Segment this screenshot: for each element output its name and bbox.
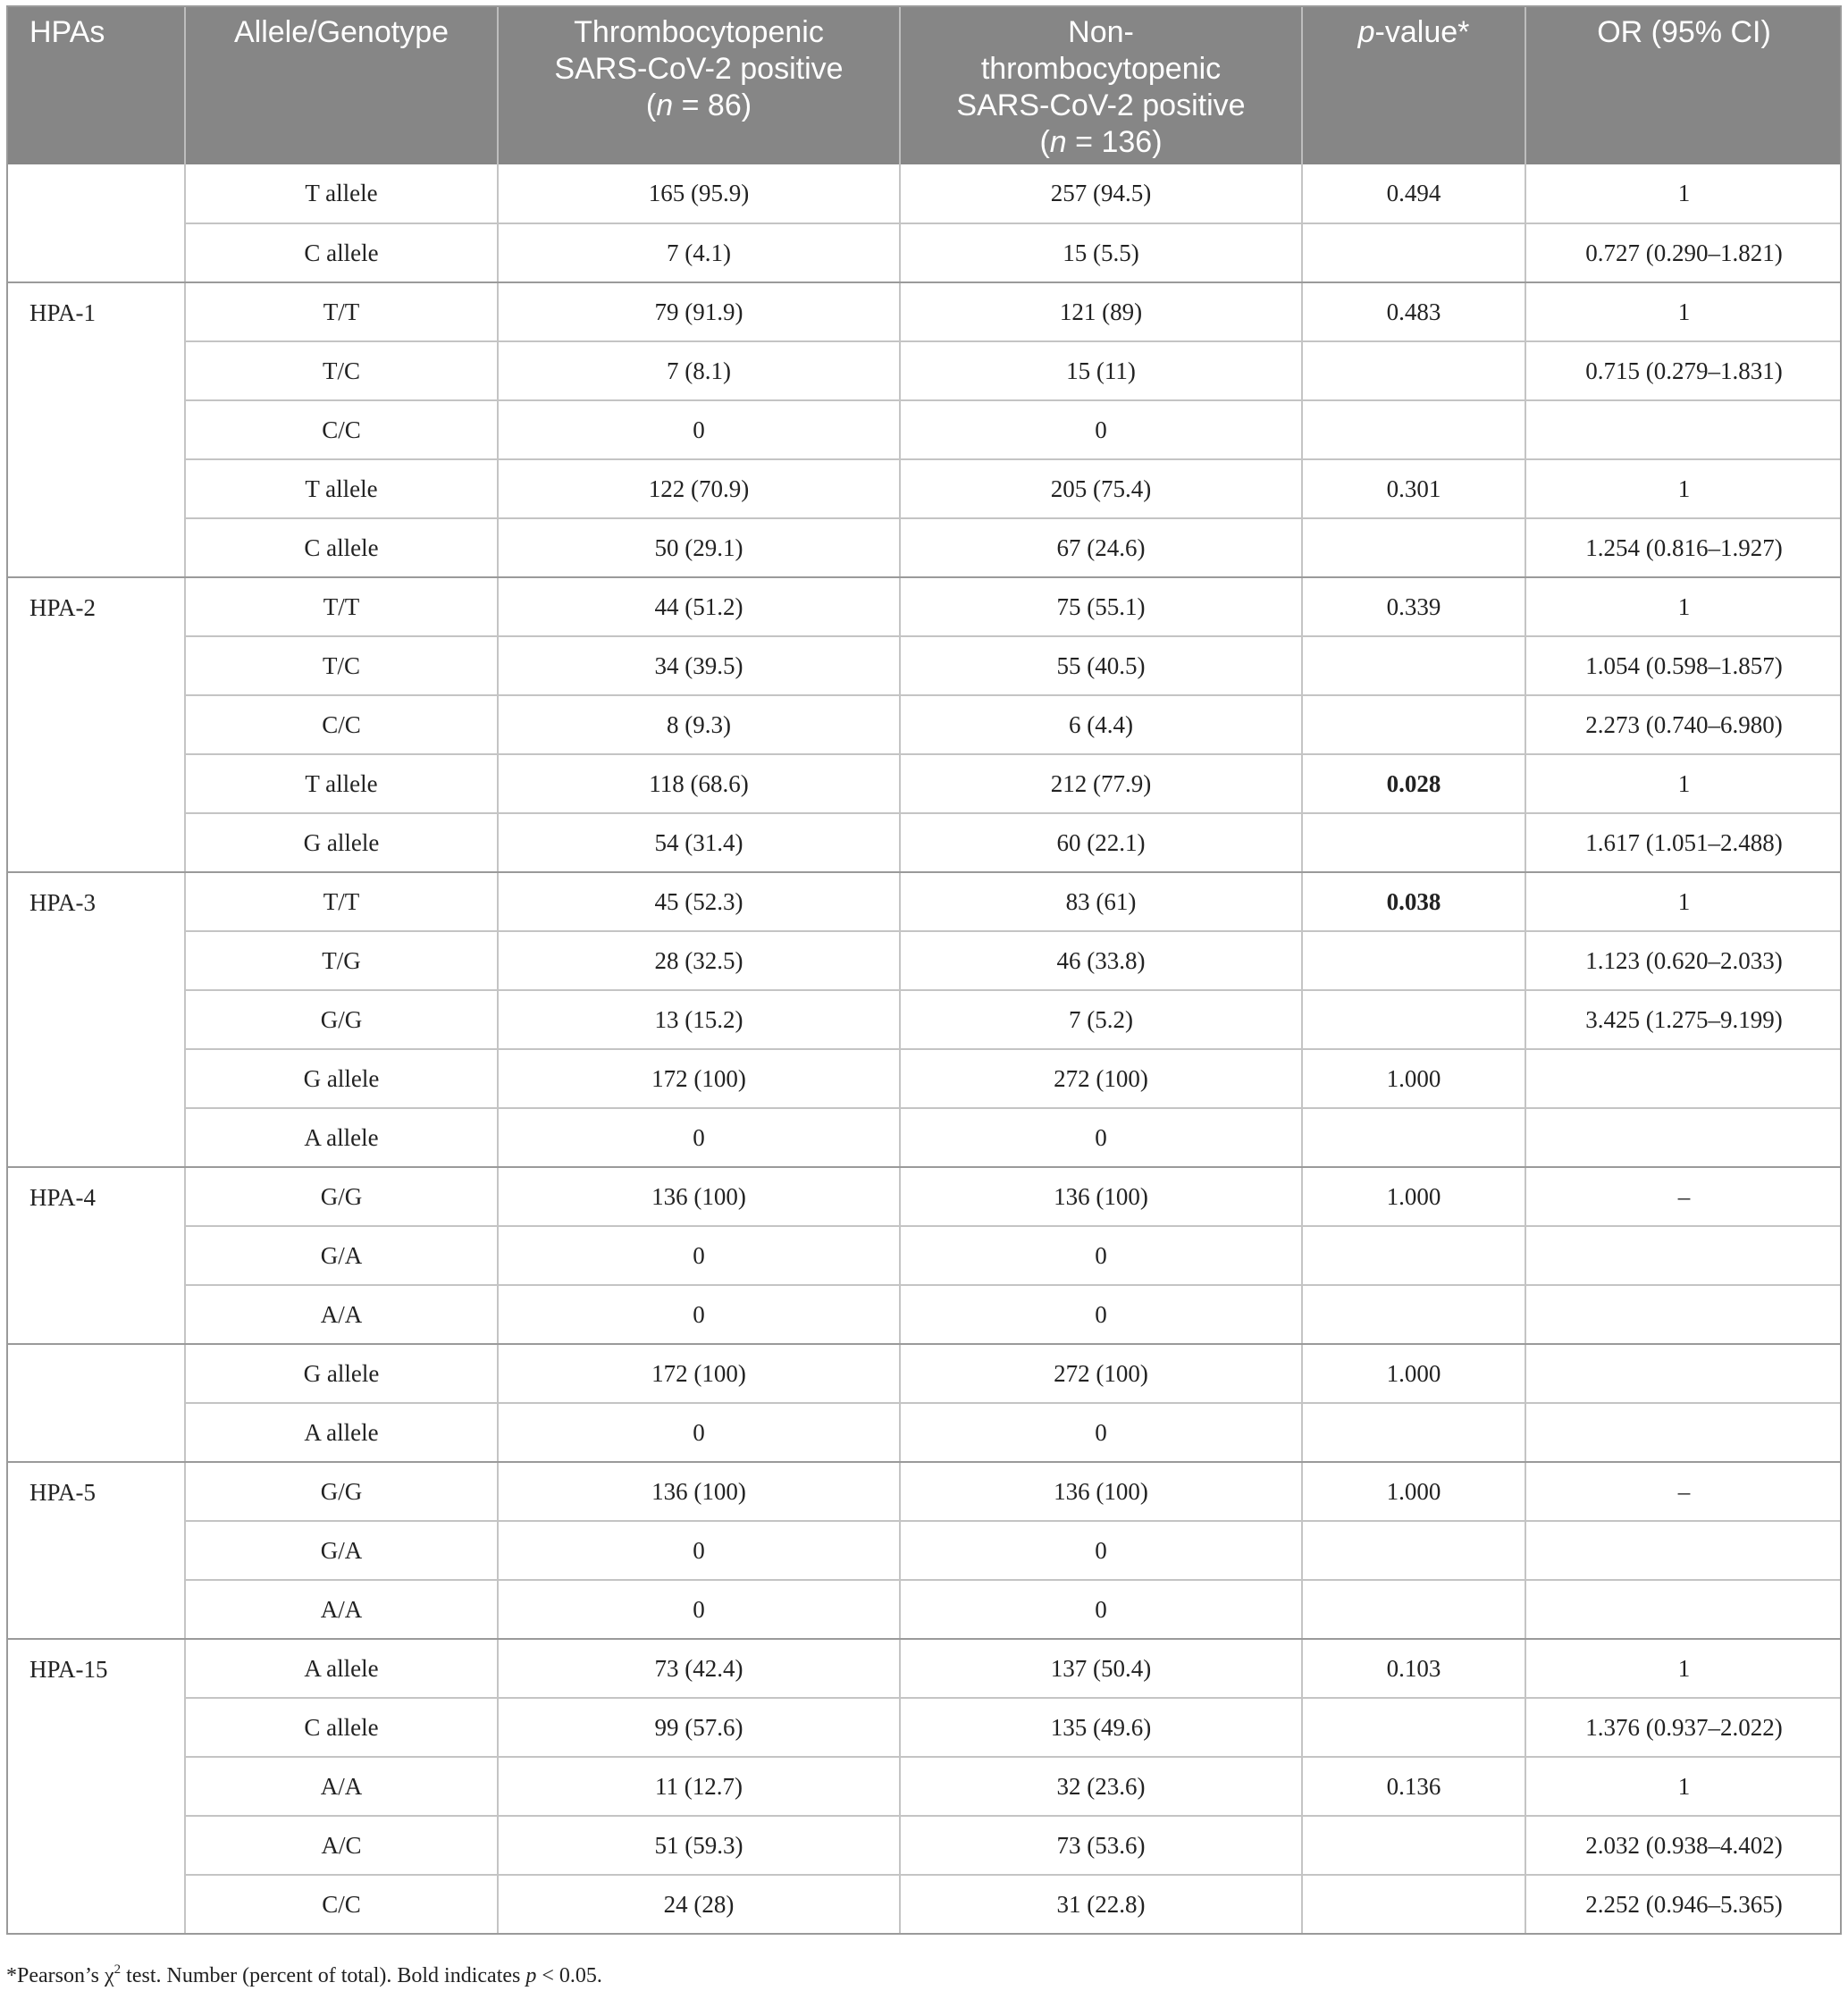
p-value-cell [1302, 400, 1525, 459]
odds-ratio-cell: 1 [1525, 164, 1842, 223]
thrombocytopenic-cell: 136 (100) [498, 1167, 900, 1226]
header-thrombocytopenic [498, 5, 900, 164]
footnote-middle: test. Number (percent of total). Bold indicates [121, 1964, 526, 1987]
p-value-cell [1302, 695, 1525, 754]
allele-genotype-cell: A allele [185, 1639, 498, 1698]
table-row [6, 1698, 1842, 1757]
odds-ratio-cell: 1 [1525, 754, 1842, 813]
thrombocytopenic-cell: 99 (57.6) [498, 1698, 900, 1757]
table-row [6, 459, 1842, 518]
header-nonthrombo-line3: SARS-CoV-2 positive [956, 88, 1246, 122]
thrombocytopenic-cell: 34 (39.5) [498, 636, 900, 695]
thrombo-n-value: 86 [707, 88, 742, 122]
table-row [6, 282, 1842, 341]
allele-genotype-cell: T allele [185, 459, 498, 518]
odds-ratio-cell [1525, 1108, 1842, 1167]
odds-ratio-cell: 1.254 (0.816–1.927) [1525, 518, 1842, 577]
header-nonthrombo-line2: thrombocytopenic [980, 52, 1222, 86]
odds-ratio-cell: 1 [1525, 282, 1842, 341]
thrombocytopenic-cell: 172 (100) [498, 1344, 900, 1403]
odds-ratio-cell: 1 [1525, 1757, 1842, 1816]
table-row [6, 1757, 1842, 1816]
odds-ratio-cell: 1.054 (0.598–1.857) [1525, 636, 1842, 695]
header-allele-genotype: Allele/Genotype [185, 5, 498, 164]
allele-genotype-cell: T/C [185, 341, 498, 400]
thrombocytopenic-cell: 0 [498, 1285, 900, 1344]
p-value-cell: 0.483 [1302, 282, 1525, 341]
table-row [6, 1462, 1842, 1521]
non-thrombocytopenic-cell: 15 (11) [900, 341, 1302, 400]
allele-genotype-cell: C allele [185, 518, 498, 577]
thrombocytopenic-cell: 28 (32.5) [498, 931, 900, 990]
table-row [6, 754, 1842, 813]
odds-ratio-cell: 2.252 (0.946–5.365) [1525, 1875, 1842, 1934]
p-value-cell: 1.000 [1302, 1167, 1525, 1226]
header-thrombo-n: (n = 86) [645, 88, 752, 122]
table-row [6, 400, 1842, 459]
p-value-cell: 0.494 [1302, 164, 1525, 223]
table-row [6, 1226, 1842, 1285]
table-row [6, 1816, 1842, 1875]
thrombocytopenic-cell: 136 (100) [498, 1462, 900, 1521]
thrombocytopenic-cell: 7 (8.1) [498, 341, 900, 400]
allele-genotype-cell: C/C [185, 695, 498, 754]
allele-genotype-cell: C/C [185, 1875, 498, 1934]
allele-genotype-cell: T/T [185, 577, 498, 636]
thrombocytopenic-cell: 54 (31.4) [498, 813, 900, 872]
non-thrombocytopenic-cell: 272 (100) [900, 1344, 1302, 1403]
header-non-thrombocytopenic [900, 5, 1302, 164]
allele-genotype-cell: A/A [185, 1285, 498, 1344]
non-thrombocytopenic-cell: 136 (100) [900, 1167, 1302, 1226]
non-thrombocytopenic-cell: 55 (40.5) [900, 636, 1302, 695]
odds-ratio-cell [1525, 1344, 1842, 1403]
table-row [6, 1580, 1842, 1639]
thrombocytopenic-cell: 172 (100) [498, 1049, 900, 1108]
thrombocytopenic-cell: 165 (95.9) [498, 164, 900, 223]
non-thrombocytopenic-cell: 257 (94.5) [900, 164, 1302, 223]
table-row [6, 1108, 1842, 1167]
p-symbol: p [1357, 15, 1375, 49]
non-thrombocytopenic-cell: 0 [900, 400, 1302, 459]
p-value-cell [1302, 518, 1525, 577]
nonthrombo-n-value: 136 [1101, 125, 1153, 159]
odds-ratio-cell: 2.273 (0.740–6.980) [1525, 695, 1842, 754]
odds-ratio-cell: – [1525, 1167, 1842, 1226]
header-row [6, 5, 1842, 164]
p-value-cell [1302, 813, 1525, 872]
allele-genotype-cell: T/T [185, 872, 498, 931]
header-thrombo-line1: Thrombocytopenic [574, 15, 824, 49]
non-thrombocytopenic-cell: 46 (33.8) [900, 931, 1302, 990]
table-row [6, 1285, 1842, 1344]
non-thrombocytopenic-cell: 60 (22.1) [900, 813, 1302, 872]
thrombocytopenic-cell: 24 (28) [498, 1875, 900, 1934]
odds-ratio-cell [1525, 1580, 1842, 1639]
allele-genotype-cell: G allele [185, 1049, 498, 1108]
non-thrombocytopenic-cell: 31 (22.8) [900, 1875, 1302, 1934]
odds-ratio-cell: 2.032 (0.938–4.402) [1525, 1816, 1842, 1875]
non-thrombocytopenic-cell: 83 (61) [900, 872, 1302, 931]
hpa-group-label: HPA-1 [6, 282, 185, 577]
thrombocytopenic-cell: 0 [498, 1108, 900, 1167]
p-value-cell: 0.339 [1302, 577, 1525, 636]
allele-genotype-cell: A/A [185, 1757, 498, 1816]
p-value-cell: 1.000 [1302, 1344, 1525, 1403]
allele-genotype-cell: G/G [185, 1167, 498, 1226]
table-row [6, 931, 1842, 990]
table-row [6, 1639, 1842, 1698]
table-row [6, 223, 1842, 282]
p-value-cell [1302, 931, 1525, 990]
allele-genotype-cell: T allele [185, 164, 498, 223]
header-hpas: HPAs [6, 5, 185, 164]
p-value-cell: 1.000 [1302, 1049, 1525, 1108]
p-value-cell [1302, 1698, 1525, 1757]
odds-ratio-cell: 1 [1525, 577, 1842, 636]
odds-ratio-cell [1525, 1285, 1842, 1344]
allele-genotype-cell: C allele [185, 1698, 498, 1757]
table-row [6, 1875, 1842, 1934]
thrombocytopenic-cell: 0 [498, 1403, 900, 1462]
allele-genotype-cell: G/G [185, 1462, 498, 1521]
thrombocytopenic-cell: 118 (68.6) [498, 754, 900, 813]
allele-genotype-cell: T/T [185, 282, 498, 341]
header-nonthrombo-n: (n = 136) [1039, 125, 1163, 159]
non-thrombocytopenic-cell: 73 (53.6) [900, 1816, 1302, 1875]
thrombocytopenic-cell: 73 (42.4) [498, 1639, 900, 1698]
p-value-cell [1302, 223, 1525, 282]
thrombocytopenic-cell: 0 [498, 1580, 900, 1639]
p-value-cell [1302, 1226, 1525, 1285]
non-thrombocytopenic-cell: 32 (23.6) [900, 1757, 1302, 1816]
allele-genotype-cell: A/A [185, 1580, 498, 1639]
non-thrombocytopenic-cell: 67 (24.6) [900, 518, 1302, 577]
thrombocytopenic-cell: 79 (91.9) [498, 282, 900, 341]
non-thrombocytopenic-cell: 0 [900, 1108, 1302, 1167]
non-thrombocytopenic-cell: 136 (100) [900, 1462, 1302, 1521]
table-row [6, 577, 1842, 636]
odds-ratio-cell [1525, 1403, 1842, 1462]
header-p-value [1302, 5, 1525, 164]
header-thrombo-line2: SARS-CoV-2 positive [554, 52, 844, 86]
allele-genotype-cell: A allele [185, 1108, 498, 1167]
allele-genotype-cell: G/A [185, 1521, 498, 1580]
table-row [6, 1344, 1842, 1403]
allele-genotype-cell: A allele [185, 1403, 498, 1462]
odds-ratio-cell: 1 [1525, 872, 1842, 931]
thrombocytopenic-cell: 45 (52.3) [498, 872, 900, 931]
p-value-cell [1302, 341, 1525, 400]
odds-ratio-cell: 1 [1525, 459, 1842, 518]
table-row [6, 1049, 1842, 1108]
thrombocytopenic-cell: 8 (9.3) [498, 695, 900, 754]
allele-genotype-cell: G allele [185, 1344, 498, 1403]
allele-genotype-cell: C/C [185, 400, 498, 459]
odds-ratio-cell: 1 [1525, 1639, 1842, 1698]
table-row [6, 1521, 1842, 1580]
odds-ratio-cell: 0.727 (0.290–1.821) [1525, 223, 1842, 282]
header-or-ci: OR (95% CI) [1525, 5, 1842, 164]
p-value-cell [1302, 990, 1525, 1049]
hpa-group-label [6, 164, 185, 282]
thrombocytopenic-cell: 7 (4.1) [498, 223, 900, 282]
hpa-group-label: HPA-5 [6, 1462, 185, 1639]
thrombocytopenic-cell: 0 [498, 1226, 900, 1285]
non-thrombocytopenic-cell: 0 [900, 1521, 1302, 1580]
allele-genotype-cell: A/C [185, 1816, 498, 1875]
p-value-label: -value* [1374, 15, 1470, 49]
table-container [6, 5, 1842, 1935]
p-value-cell: 0.028 [1302, 754, 1525, 813]
thrombocytopenic-cell: 0 [498, 400, 900, 459]
p-value-cell: 1.000 [1302, 1462, 1525, 1521]
thrombocytopenic-cell: 51 (59.3) [498, 1816, 900, 1875]
allele-genotype-cell: T/G [185, 931, 498, 990]
thrombocytopenic-cell: 11 (12.7) [498, 1757, 900, 1816]
allele-genotype-cell: G allele [185, 813, 498, 872]
non-thrombocytopenic-cell: 205 (75.4) [900, 459, 1302, 518]
non-thrombocytopenic-cell: 7 (5.2) [900, 990, 1302, 1049]
odds-ratio-cell: 1.123 (0.620–2.033) [1525, 931, 1842, 990]
non-thrombocytopenic-cell: 6 (4.4) [900, 695, 1302, 754]
hpa-group-label: HPA-3 [6, 872, 185, 1167]
hpa-group-label: HPA-4 [6, 1167, 185, 1344]
allele-genotype-cell: T/C [185, 636, 498, 695]
thrombocytopenic-cell: 122 (70.9) [498, 459, 900, 518]
table-row [6, 813, 1842, 872]
odds-ratio-cell [1525, 400, 1842, 459]
table-row [6, 164, 1842, 223]
table-row [6, 1167, 1842, 1226]
non-thrombocytopenic-cell: 212 (77.9) [900, 754, 1302, 813]
table-row [6, 872, 1842, 931]
thrombocytopenic-cell: 13 (15.2) [498, 990, 900, 1049]
p-value-cell [1302, 1875, 1525, 1934]
footnote-prefix: *Pearson’s χ [6, 1964, 114, 1987]
non-thrombocytopenic-cell: 0 [900, 1580, 1302, 1639]
non-thrombocytopenic-cell: 15 (5.5) [900, 223, 1302, 282]
table-row [6, 695, 1842, 754]
p-value-cell [1302, 636, 1525, 695]
non-thrombocytopenic-cell: 0 [900, 1403, 1302, 1462]
table-row [6, 341, 1842, 400]
hpa-genotype-table [6, 5, 1842, 1935]
table-body [6, 164, 1842, 1934]
header-nonthrombo-line1: Non- [1068, 15, 1134, 49]
allele-genotype-cell: T allele [185, 754, 498, 813]
table-row [6, 1403, 1842, 1462]
non-thrombocytopenic-cell: 121 (89) [900, 282, 1302, 341]
p-value-cell [1302, 1816, 1525, 1875]
table-row [6, 636, 1842, 695]
table-row [6, 990, 1842, 1049]
odds-ratio-cell: 1.376 (0.937–2.022) [1525, 1698, 1842, 1757]
p-value-cell [1302, 1521, 1525, 1580]
allele-genotype-cell: G/A [185, 1226, 498, 1285]
thrombocytopenic-cell: 44 (51.2) [498, 577, 900, 636]
odds-ratio-cell: – [1525, 1462, 1842, 1521]
table-footnote [6, 1962, 602, 1988]
hpa-group-label: HPA-2 [6, 577, 185, 872]
non-thrombocytopenic-cell: 137 (50.4) [900, 1639, 1302, 1698]
odds-ratio-cell [1525, 1521, 1842, 1580]
n-symbol: n [1049, 125, 1067, 159]
p-value-cell: 0.301 [1302, 459, 1525, 518]
p-value-cell [1302, 1580, 1525, 1639]
footnote-superscript: 2 [113, 1962, 122, 1977]
p-value-cell: 0.103 [1302, 1639, 1525, 1698]
odds-ratio-cell: 0.715 (0.279–1.831) [1525, 341, 1842, 400]
non-thrombocytopenic-cell: 75 (55.1) [900, 577, 1302, 636]
odds-ratio-cell: 1.617 (1.051–2.488) [1525, 813, 1842, 872]
non-thrombocytopenic-cell: 272 (100) [900, 1049, 1302, 1108]
allele-genotype-cell: C allele [185, 223, 498, 282]
non-thrombocytopenic-cell: 0 [900, 1226, 1302, 1285]
non-thrombocytopenic-cell: 0 [900, 1285, 1302, 1344]
hpa-group-label [6, 1344, 185, 1462]
p-value-cell [1302, 1403, 1525, 1462]
odds-ratio-cell: 3.425 (1.275–9.199) [1525, 990, 1842, 1049]
n-symbol: n [656, 88, 674, 122]
odds-ratio-cell [1525, 1226, 1842, 1285]
table-row [6, 518, 1842, 577]
thrombocytopenic-cell: 0 [498, 1521, 900, 1580]
p-value-cell: 0.136 [1302, 1757, 1525, 1816]
odds-ratio-cell [1525, 1049, 1842, 1108]
non-thrombocytopenic-cell: 135 (49.6) [900, 1698, 1302, 1757]
hpa-group-label: HPA-15 [6, 1639, 185, 1934]
p-value-cell [1302, 1108, 1525, 1167]
p-value-cell [1302, 1285, 1525, 1344]
footnote-suffix: < 0.05. [536, 1964, 602, 1987]
allele-genotype-cell: G/G [185, 990, 498, 1049]
p-value-cell: 0.038 [1302, 872, 1525, 931]
thrombocytopenic-cell: 50 (29.1) [498, 518, 900, 577]
footnote-p-symbol: p [525, 1964, 537, 1987]
